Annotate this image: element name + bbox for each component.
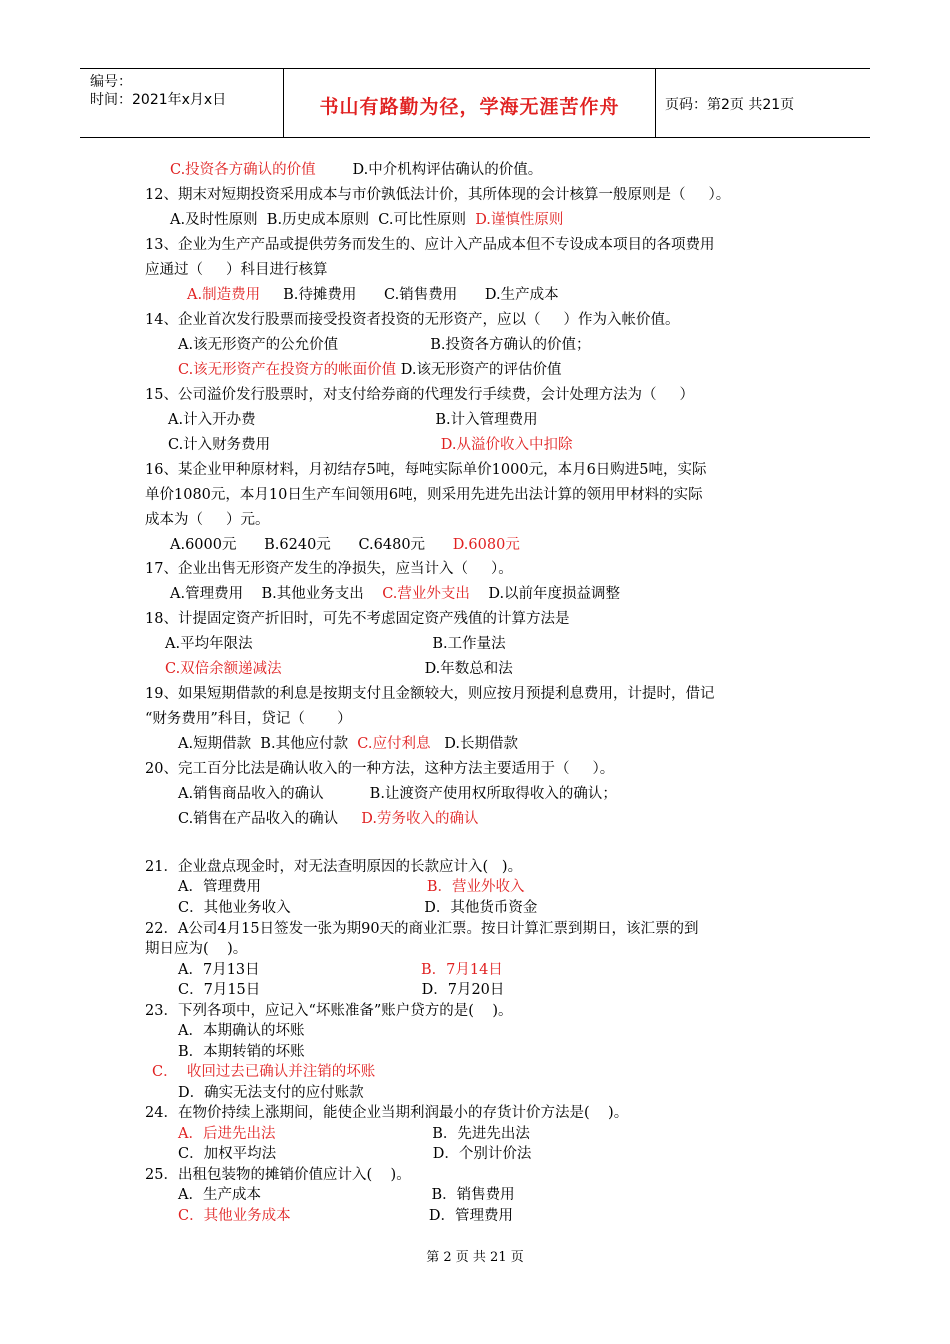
page-footer: 第 2 页 共 21 页 (426, 1250, 524, 1265)
line-text: A.计入开办费 B.计入管理费用 (168, 412, 538, 428)
line-text: A．本期确认的坏账 (178, 1023, 305, 1039)
header-divider-right (655, 69, 656, 137)
line-text: A.销售商品收入的确认 B.让渡资产使用权所取得收入的确认； (178, 786, 617, 802)
text-line (178, 898, 537, 918)
line-text: D.该无形资产的评估价值 (396, 362, 562, 378)
line-text: 19、如果短期借款的利息是按期支付且金额较大，则应按月预提利息费用，计提时，借记 (145, 686, 715, 702)
line-text: C．7月15日 D．7月20日 (178, 982, 505, 998)
answer-option: A.制造费用 (187, 287, 261, 303)
header-page-info: 页码：第2页 共21页 (665, 97, 795, 113)
line-text: D.中介机构评估确认的价值。 (315, 162, 543, 178)
line-text: A.短期借款 B.其他应付款 (178, 736, 358, 752)
answer-option: C.双倍余额递减法 (165, 661, 282, 677)
text-line (168, 410, 538, 430)
line-text: 期日应为( )。 (145, 941, 248, 957)
text-line (145, 857, 522, 877)
text-line (145, 919, 699, 939)
text-line (187, 285, 559, 305)
line-text: D．管理费用 (290, 1208, 514, 1224)
text-line (178, 809, 478, 829)
answer-option: D.劳务收入的确认 (361, 811, 479, 827)
line-text: 25．出租包装物的摊销价值应计入( )。 (145, 1167, 411, 1183)
line-text: 12、期末对短期投资采用成本与市价孰低法计价，其所体现的会计核算一般原则是（ ）。 (145, 187, 731, 203)
line-text: B.待摊费用 C.销售费用 D.生产成本 (260, 287, 559, 303)
line-text: 21．企业盘点现金时，对无法查明原因的长款应计入( )。 (145, 859, 523, 875)
text-line (145, 185, 730, 205)
text-line (178, 980, 504, 1000)
answer-option: C.应付利息 (357, 736, 431, 752)
text-line (178, 1206, 513, 1226)
text-line (165, 659, 513, 679)
line-text: D.年数总和法 (281, 661, 513, 677)
answer-option: C.该无形资产在投资方的帐面价值 (178, 362, 397, 378)
text-line (178, 1021, 304, 1041)
line-text: 22．A公司4月15日签发一张为期90天的商业汇票。按日计算汇票到期日，该汇票的到 (145, 921, 699, 937)
line-text: A.平均年限法 B.工作量法 (165, 636, 506, 652)
line-text: A.及时性原则 B.历史成本原则 C.可比性原则 (170, 212, 476, 228)
line-text: 应通过（ ）科目进行核算 (145, 262, 328, 278)
text-line (145, 709, 352, 729)
line-text: D.以前年度损益调整 (469, 586, 621, 602)
text-line (170, 535, 520, 555)
text-line (165, 634, 506, 654)
line-text: A．7月13日 (178, 962, 421, 978)
text-line (178, 784, 617, 804)
line-text: C.计入财务费用 (168, 437, 441, 453)
text-line (178, 1185, 515, 1205)
answer-option: D.6080元 (452, 537, 520, 553)
page-header (80, 68, 870, 138)
text-line (178, 1083, 364, 1103)
text-line (170, 210, 563, 230)
text-line (145, 235, 714, 255)
line-text: A.管理费用 B.其他业务支出 (170, 586, 383, 602)
text-line (145, 559, 513, 579)
line-text: D．确实无法支付的应付账款 (178, 1085, 364, 1101)
line-text: 单价1080元，本月10日生产车间领用6吨，则采用先进先出法计算的领用甲材料的实际 (145, 487, 703, 503)
text-line (178, 1124, 530, 1144)
text-line (168, 435, 572, 455)
line-text: C.销售在产品收入的确认 (178, 811, 362, 827)
line-text: “财务费用”科目，贷记（ ） (145, 711, 352, 727)
line-text: 20、完工百分比法是确认收入的一种方法，这种方法主要适用于（ ）。 (145, 761, 615, 777)
text-line (170, 160, 542, 180)
text-line (145, 1165, 411, 1185)
answer-option: B．营业外收入 (426, 879, 525, 895)
text-line (178, 734, 518, 754)
text-line (178, 360, 562, 380)
text-line (145, 684, 714, 704)
text-line (145, 1103, 628, 1123)
line-text: 16、某企业甲种原材料，月初结存5吨，每吨实际单价1000元，本月6日购进5吨，实际 (145, 462, 707, 478)
line-text: B．先进先出法 (275, 1126, 530, 1142)
line-text: 23．下列各项中，应记入“坏账准备”账户贷方的是( )。 (145, 1003, 513, 1019)
answer-option: C． 收回过去已确认并注销的坏账 (152, 1064, 376, 1080)
answer-option: C.营业外支出 (382, 586, 470, 602)
answer-option: D.从溢价收入中扣除 (440, 437, 573, 453)
line-text: 17、企业出售无形资产发生的净损失，应当计入（ ）。 (145, 561, 513, 577)
header-date-label: 时间：2021年x月x日 (90, 92, 227, 108)
text-line (145, 260, 328, 280)
answer-option: A．后进先出法 (178, 1126, 276, 1142)
line-text: A．管理费用 (178, 879, 427, 895)
header-meta (90, 73, 226, 109)
line-text: A．生产成本 B．销售费用 (178, 1187, 515, 1203)
answer-option: D.谨慎性原则 (475, 212, 564, 228)
text-line (170, 584, 620, 604)
text-line (145, 385, 694, 405)
text-line (178, 877, 525, 897)
line-text: C．加权平均法 D．个别计价法 (178, 1146, 532, 1162)
text-line (145, 939, 247, 959)
text-line (178, 1042, 305, 1062)
line-text: 13、企业为生产产品或提供劳务而发生的、应计入产品成本但不专设成本项目的各项费用 (145, 237, 715, 253)
line-text: C．其他业务收入 D．其他货币资金 (178, 900, 538, 916)
answer-option: C.投资各方确认的价值 (170, 162, 316, 178)
text-line (145, 460, 707, 480)
answer-option: C．其他业务成本 (178, 1208, 291, 1224)
text-line (178, 1144, 531, 1164)
line-text: 成本为（ ）元。 (145, 512, 270, 528)
header-motto: 书山有路勤为径，学海无涯苦作舟 (319, 96, 620, 118)
line-text: 18、计提固定资产折旧时，可先不考虑固定资产残值的计算方法是 (145, 611, 570, 627)
text-line (152, 1062, 375, 1082)
text-line (145, 759, 614, 779)
text-line (178, 960, 503, 980)
text-line (145, 510, 270, 530)
text-line (145, 485, 703, 505)
line-text: B．本期转销的坏账 (178, 1044, 305, 1060)
line-text: 24．在物价持续上涨期间，能使企业当期利润最小的存货计价方法是( )。 (145, 1105, 629, 1121)
line-text: 14、企业首次发行股票而接受投资者投资的无形资产，应以（ ）作为入帐价值。 (145, 312, 680, 328)
text-line (145, 310, 680, 330)
answer-option: B．7月14日 (420, 962, 503, 978)
line-text: D.长期借款 (430, 736, 519, 752)
text-line (145, 609, 569, 629)
line-text: 15、公司溢价发行股票时，对支付给券商的代理发行手续费，会计处理方法为（ ） (145, 387, 694, 403)
text-line (178, 335, 591, 355)
line-text: A.该无形资产的公允价值 B.投资各方确认的价值； (178, 337, 591, 353)
header-code-label: 编号： (90, 74, 132, 90)
line-text: A.6000元 B.6240元 C.6480元 (170, 537, 453, 553)
text-line (145, 1001, 513, 1021)
